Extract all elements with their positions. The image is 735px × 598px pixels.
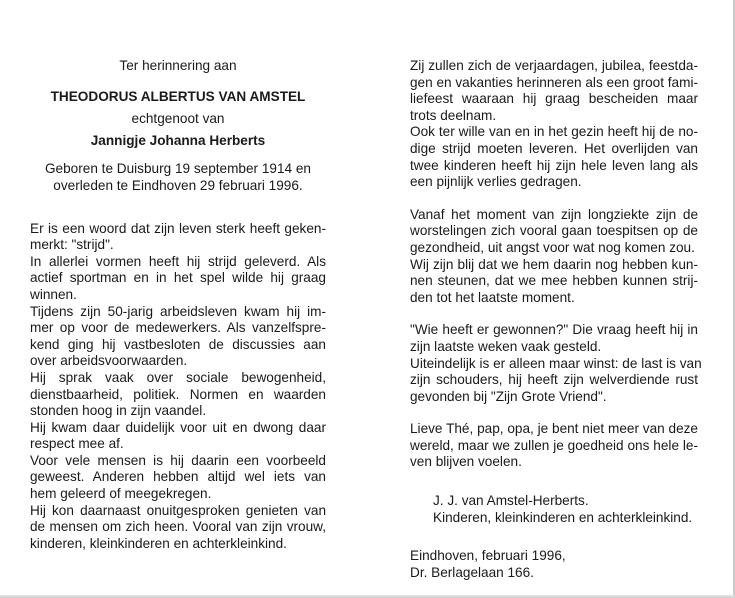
paragraph-group xyxy=(410,322,702,405)
spouse-name: Jannigje Johanna Herberts xyxy=(90,132,266,148)
paragraph xyxy=(410,257,698,307)
text-line: In allerlei vormen heeft hij strijd geleverd. Als xyxy=(30,253,326,269)
text-line: trots deelnam. xyxy=(410,107,497,123)
text-line: kend ging hij vastbesloten de discussies aan xyxy=(30,336,326,352)
text-line: twee kinderen heeft hij zijn hele leven lang als xyxy=(410,157,698,173)
text-line: actief sportman en in het spel wilde hij graag xyxy=(30,270,326,286)
text-line: zijn schouders, hij heeft zijn welverdiende rust xyxy=(410,372,698,388)
text-line: Voor vele mensen is hij daarin een voorbeeld xyxy=(30,452,326,468)
text-line: Lieve Thé, pap, opa, je bent niet meer van deze xyxy=(410,421,698,437)
text-line: gezondheid, uit angst voor wat nog komen zou. xyxy=(410,239,695,255)
paragraph xyxy=(410,421,698,471)
right-body-text xyxy=(410,58,702,471)
paragraph xyxy=(30,453,326,503)
text-line: dienstbaarheid, politiek. Normen en waarden xyxy=(30,386,326,402)
paragraph xyxy=(30,304,326,370)
text-line: worstelingen zich vooral gaan toespitsen op de xyxy=(410,223,698,239)
text-line: Hij sprak vaak over sociale bewogenheid, xyxy=(30,369,326,385)
text-line: Tijdens zijn 50-jarig arbeidsleven kwam hij im- xyxy=(30,303,326,319)
text-line: respect mee af. xyxy=(30,436,124,452)
footer-address: Dr. Berlagelaan 166. xyxy=(410,564,534,580)
paragraph xyxy=(410,322,698,355)
text-line: Hij kon daarnaast onuitgesproken genieten van xyxy=(30,502,326,518)
text-line: ven blijven voelen. xyxy=(410,454,522,470)
text-line: mer op voor de medewerkers. Als vanzelfspre- xyxy=(30,320,326,336)
text-line: de mensen om zich heen. Vooral van zijn vrouw, xyxy=(30,519,326,535)
paragraph xyxy=(30,370,326,420)
text-line: een pijnlijk verlies gedragen. xyxy=(410,174,582,190)
paragraph xyxy=(30,503,326,553)
paragraph xyxy=(30,221,326,254)
text-line: liefeest waaraan hij graag bescheiden maar xyxy=(410,91,698,107)
text-line: nen steunen, dat we mee hebben kunnen strij- xyxy=(410,273,698,289)
text-line: kinderen, kleinkinderen en achterkleinkind. xyxy=(30,535,287,551)
paragraph-group xyxy=(410,58,698,191)
paragraph-group xyxy=(410,421,698,471)
paragraph xyxy=(30,254,326,304)
memory-line: Ter herinnering aan xyxy=(119,58,237,73)
text-line: Hij kwam daar duidelijk voor uit en dwong daar xyxy=(30,419,326,435)
spouse-intro: echtgenoot van xyxy=(131,111,225,127)
deceased-name: THEODORUS ALBERTUS VAN AMSTEL xyxy=(50,88,306,104)
text-line: Zij zullen zich de verjaardagen, jubilea, feestda- xyxy=(410,58,698,73)
paragraph xyxy=(410,207,698,257)
text-line: "Wie heeft er gewonnen?" Die vraag heeft hij in xyxy=(410,322,698,338)
text-line: Er is een woord dat zijn leven sterk heeft geken- xyxy=(30,220,326,236)
signature-name: J. J. van Amstel-Herberts. xyxy=(433,493,589,509)
paragraph-group xyxy=(410,207,698,307)
signature-family: Kinderen, kleinkinderen en achterkleinkind. xyxy=(433,509,693,525)
text-line: winnen. xyxy=(30,286,77,302)
paragraph xyxy=(410,355,702,406)
text-line: dige strijd moeten leveren. Het overlijden van xyxy=(410,140,698,156)
text-line: hem geleerd of meegekregen. xyxy=(30,486,212,502)
signature-block xyxy=(410,493,698,526)
left-body-text xyxy=(30,221,326,553)
right-column xyxy=(410,58,702,581)
footer-block xyxy=(410,548,698,581)
paragraph xyxy=(410,124,698,190)
footer-place-date: Eindhoven, februari 1996, xyxy=(410,548,566,564)
text-line: stonden hoog in zijn vaandel. xyxy=(30,403,207,419)
text-line: zijn laatste weken vaak gesteld. xyxy=(410,338,602,354)
text-line: Ook ter wille van en in het gezin heeft hij de no- xyxy=(410,124,698,140)
born-line: Geboren te Duisburg 19 september 1914 en xyxy=(44,161,311,177)
text-line: gen en vakanties herinneren als een groot fami- xyxy=(410,74,698,90)
text-line: Vanaf het moment van zijn longziekte zijn de xyxy=(410,206,698,222)
text-line: den tot het laatste moment. xyxy=(410,289,575,305)
text-line: gevonden bij "Zijn Grote Vriend". xyxy=(410,388,607,404)
left-column xyxy=(30,58,326,552)
text-line: wereld, maar we zullen je goedheid ons hele le- xyxy=(410,437,698,453)
text-line: Uiteindelijk is er alleen maar winst: de last is van xyxy=(410,355,702,371)
paragraph xyxy=(410,58,698,124)
text-line: over arbeidsvoorwaarden. xyxy=(30,353,188,369)
text-line: Wij zijn blij dat we hem daarin nog hebben kun- xyxy=(410,256,698,272)
text-line: geweest. Anderen hebben altijd wel iets van xyxy=(30,469,326,485)
died-line: overleden te Eindhoven 29 februari 1996. xyxy=(53,177,303,193)
paragraph xyxy=(30,420,326,453)
text-line: merkt: "strijd". xyxy=(30,237,114,253)
